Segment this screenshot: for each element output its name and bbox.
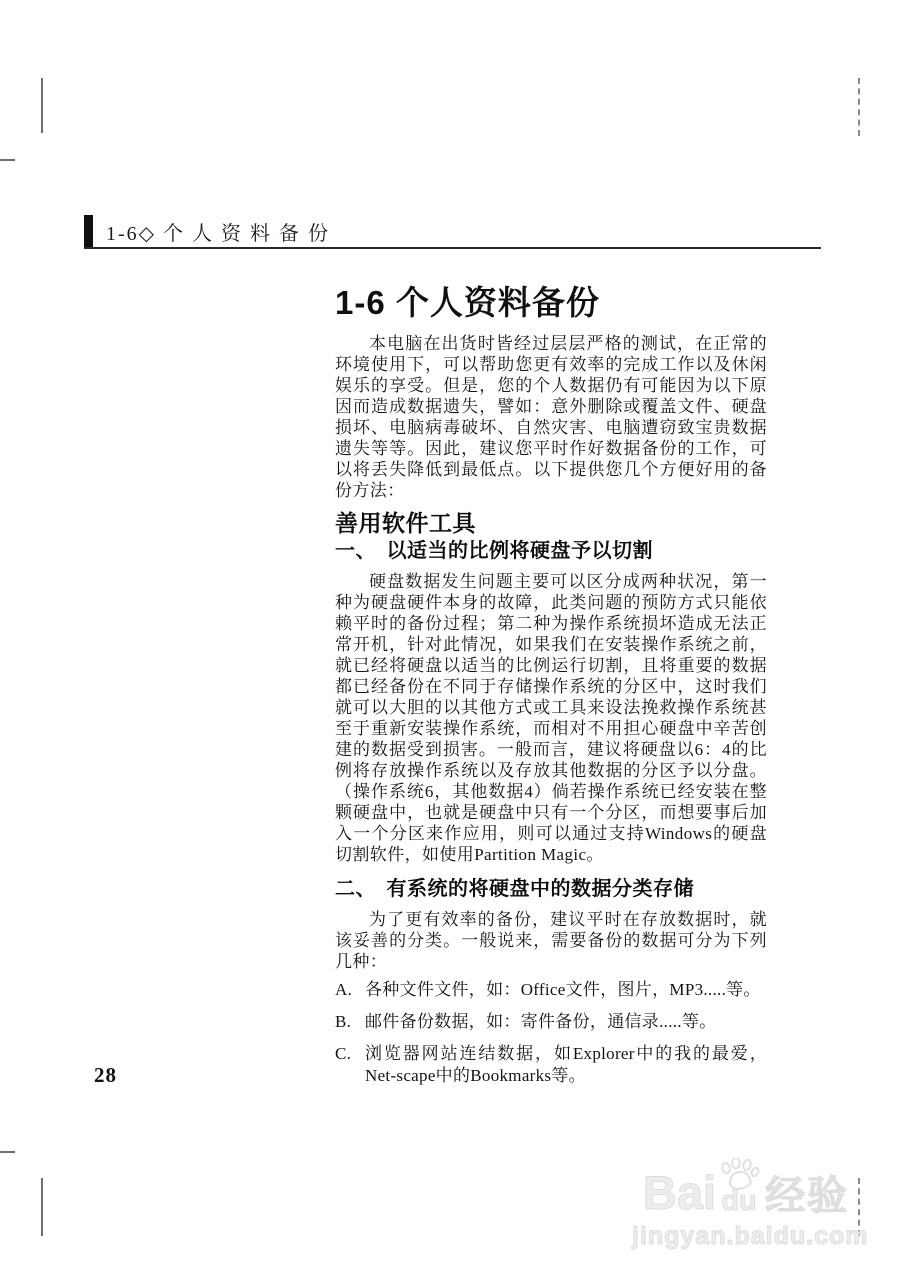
- crop-mark-top-right-dashed: [858, 78, 860, 136]
- list-item-a: [335, 979, 767, 1001]
- subsection-2-paragraph: 为了更有效率的备份，建议平时在存放数据时，就该妥善的分类。一般说来，需要备份的数据可分为下列几种：: [335, 910, 767, 971]
- subsection-1-heading: 一、 以适当的比例将硬盘予以切割: [335, 540, 653, 562]
- list-item-label: C.: [335, 1044, 352, 1063]
- crop-mark-bottom-left-vertical: [41, 1178, 43, 1236]
- list-item-label: A.: [335, 980, 353, 999]
- list-item-c: [335, 1043, 767, 1087]
- header-rule: [84, 247, 821, 249]
- document-body: [335, 283, 767, 1097]
- crop-mark-left-bottom-tick: [0, 1151, 15, 1153]
- section-heading: 善用软件工具: [335, 510, 476, 536]
- intro-paragraph: 本电脑在出货时皆经过层层严格的测试，在正常的环境使用下，可以帮助您更有效率的完成工作以及休闲娱乐的享受。但是，您的个人数据仍有可能因为以下原因而造成数据遗失，譬如：意外删除或覆盖文件、硬盘损坏、电脑病毒破坏、自然灾害、电脑遭窃致宝贵数据遗失等等。因此，建议您平时作好数据备份的工作，可以将丢失降低到最低点。以下提供您几个方便好用的备份方法：: [335, 334, 767, 500]
- jingyan-url-text: jingyan.baidu.com: [632, 1222, 869, 1250]
- page-number: 28: [94, 1063, 117, 1087]
- crop-mark-top-left-vertical: [41, 78, 43, 133]
- running-header: [84, 215, 330, 248]
- list-item-text: 浏览器网站连结数据，如Explorer中的我的最爱，Net-scape中的Bookmarks等。: [365, 1044, 767, 1085]
- list-item-text: 邮件备份数据，如：寄件备份，通信录.....等。: [365, 1012, 717, 1031]
- baidu-logo: [632, 1158, 860, 1219]
- list-item-text: 各种文件文件，如：Office文件，图片，MP3.....等。: [365, 980, 761, 999]
- baidu-jingyan-watermark: [632, 1158, 869, 1251]
- page-title: 1-6 个人资料备份: [335, 284, 600, 321]
- backup-data-list: [335, 979, 767, 1087]
- list-item-label: B.: [335, 1012, 352, 1031]
- baidu-logo-du-text: du: [721, 1185, 757, 1217]
- running-header-text: 1-6◇ 个 人 资 料 备 份: [106, 223, 331, 245]
- list-item-b: [335, 1011, 767, 1033]
- baidu-logo-bai-text: Bai: [642, 1166, 717, 1219]
- header-accent-bar: [84, 215, 93, 248]
- jingyan-logo-text: 经验: [765, 1174, 850, 1218]
- crop-mark-left-top-tick: [0, 159, 15, 161]
- subsection-1-paragraph: 硬盘数据发生问题主要可以区分成两种状况，第一种为硬盘硬件本身的故障，此类问题的预防方式只能依赖平时的备份过程；第二种为操作系统损坏造成无法正常开机，针对此情况，如果我们在安装操作系统之前，就已经将硬盘以适当的比例运行切割，且将重要的数据都已经备份在不同于存储操作系统的分区中，这时我们就可以大胆的以其他方式或工具来设法挽救操作系统甚至于重新安装操作系统，而相对不用担心硬盘中辛苦创建的数据受到损害。一般而言，建议将硬盘以6：4的比例将存放操作系统以及存放其他数据的分区予以分盘。（操作系统6，其他数据4）倘若操作系统已经安装在整颗硬盘中，也就是硬盘中只有一个分区，而想要事后加入一个分区来作应用，则可以通过支持Windows的硬盘切割软件，如使用Partition Magic。: [335, 572, 767, 864]
- baidu-logo-du-block: [717, 1158, 761, 1216]
- subsection-2-heading: 二、 有系统的将硬盘中的数据分类存储: [335, 878, 694, 900]
